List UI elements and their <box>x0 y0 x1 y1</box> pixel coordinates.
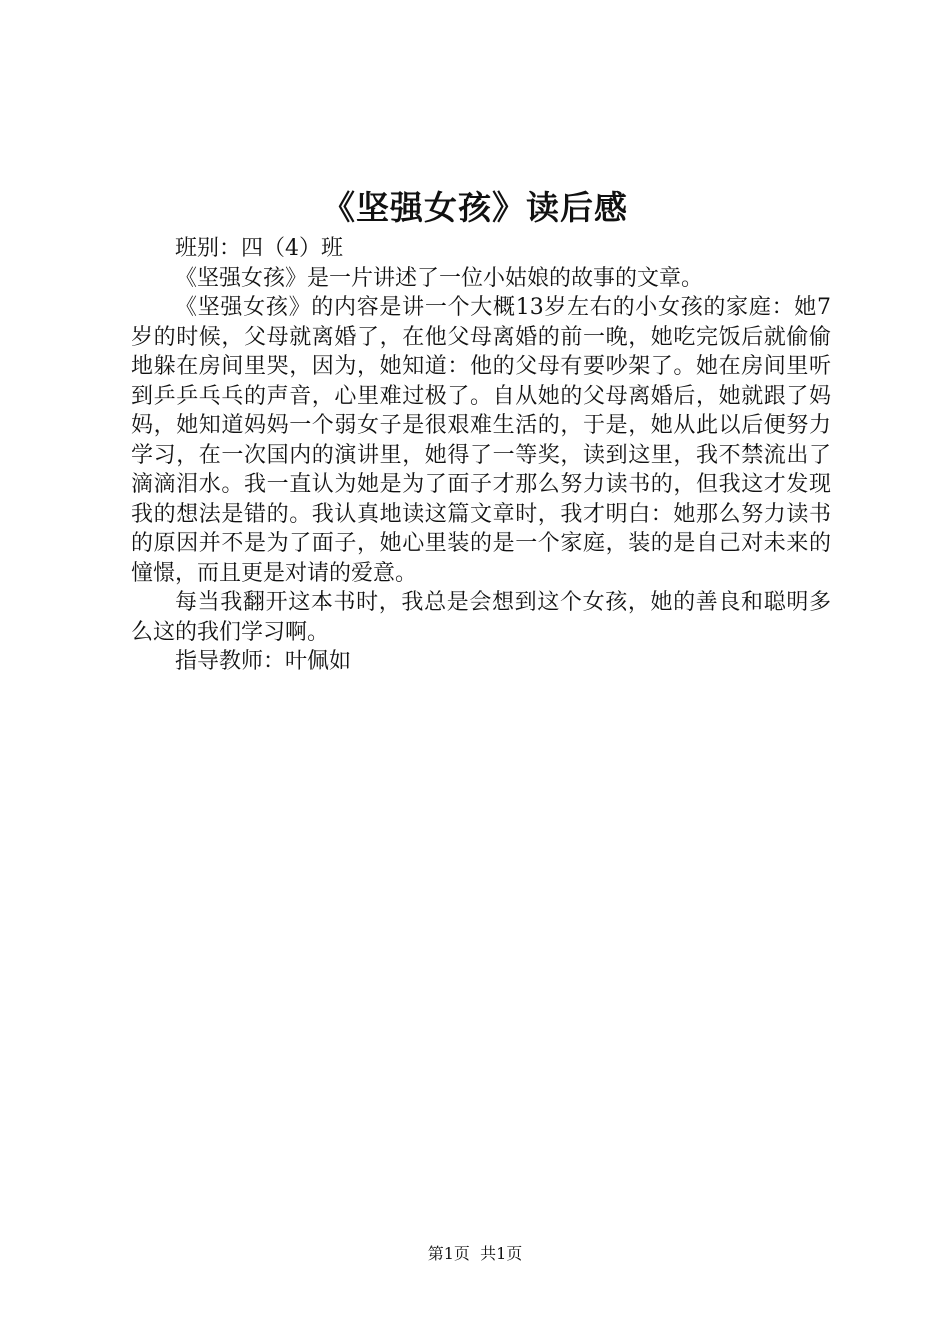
class-line: 班别：四（4）班 <box>175 236 343 261</box>
paragraph-intro: 《坚强女孩》是一片讲述了一位小姑娘的故事的文章。 <box>175 265 704 291</box>
document-body <box>131 234 831 677</box>
paragraph-closing: 每当我翻开这本书时，我总是会想到这个女孩，她的善良和聪明多么这的我们学习啊。 <box>131 590 831 645</box>
document-title: 《坚强女孩》读后感 <box>322 188 628 227</box>
page-number: 第1页 共1页 <box>427 1244 523 1263</box>
page-footer <box>0 1243 950 1265</box>
teacher-line: 指导教师：叶佩如 <box>175 649 352 674</box>
paragraph-main: 《坚强女孩》的内容是讲一个大概13岁左右的小女孩的家庭：她7岁的时候，父母就离婚了，在他父母离婚的前一晚，她吃完饭后就偷偷地躲在房间里哭，因为，她知道：他的父母有要吵架了。她在房间里听到乒乒乓乓的声音，心里难过极了。自从她的父母离婚后，她就跟了妈妈，她知道妈妈一个弱女子是很艰难生活的，于是，她从此以后便努力学习，在一次国内的演讲里，她得了一等奖，读到这里，我不禁流出了滴滴泪水。我一直认为她是为了面子才那么努力读书的，但我这才发现我的想法是错的。我认真地读这篇文章时，我才明白：她那么努力读书的原因并不是为了面子，她心里装的是一个家庭，装的是自己对未来的憧憬，而且更是对请的爱意。 <box>131 295 831 586</box>
